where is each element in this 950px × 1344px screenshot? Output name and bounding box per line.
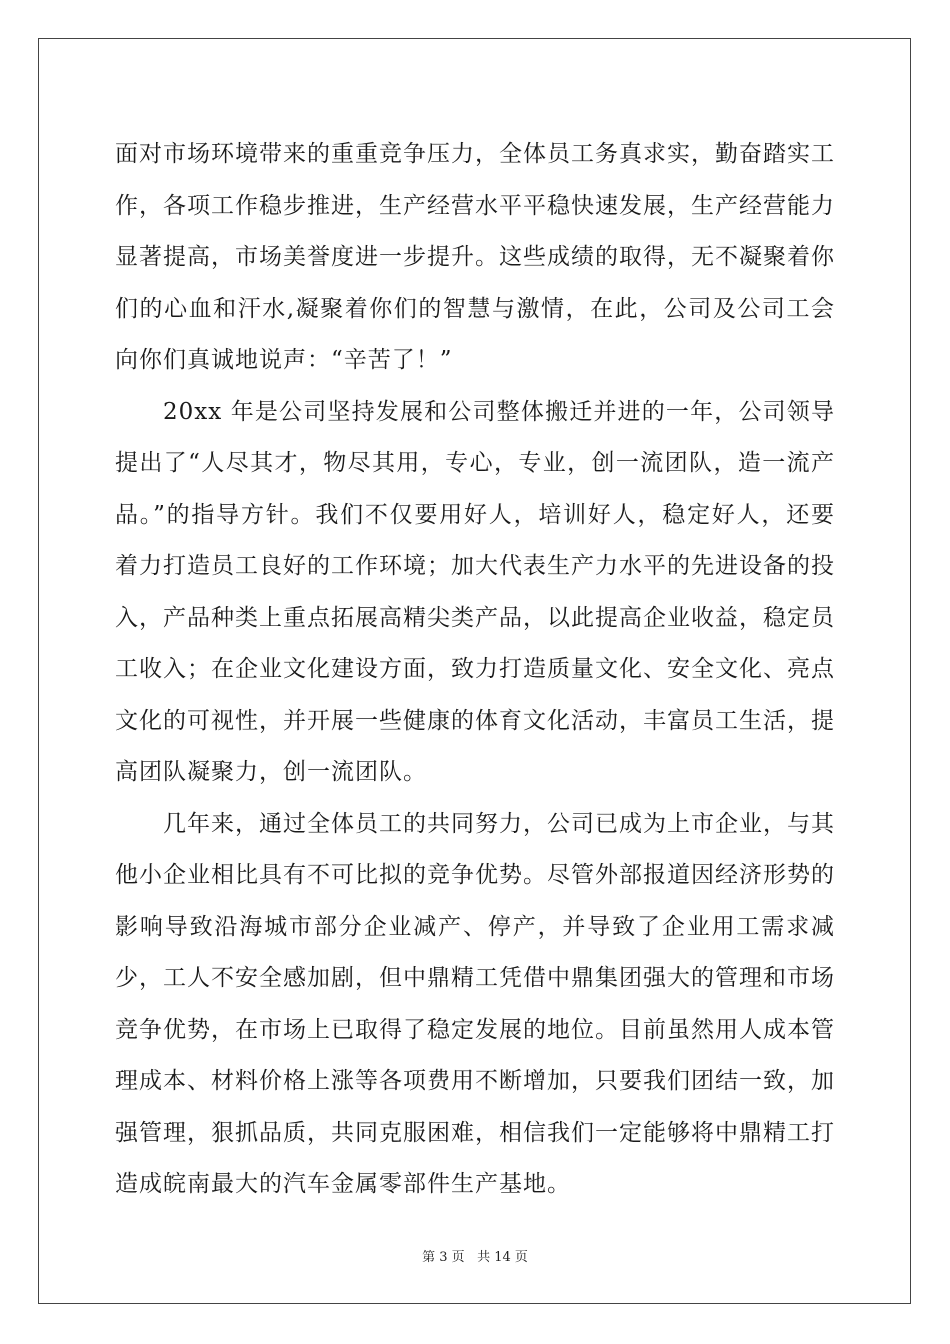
paragraph-1: 面对市场环境带来的重重竞争压力，全体员工务真求实，勤奋踏实工作，各项工作稳步推进，生产经营水平平稳快速发展，生产经营能力显著提高，市场美誉度进一步提升。这些成绩的取得，无不凝聚着你们的心血和汗水,凝聚着你们的智慧与激情，在此，公司及公司工会向你们真诚地说声：“辛苦了！” (115, 141, 835, 373)
paragraph-3: 几年来，通过全体员工的共同努力，公司已成为上市企业，与其他小企业相比具有不可比拟的竞争优势。尽管外部报道因经济形势的影响导致沿海城市部分企业减产、停产，并导致了企业用工需求减少，工人不安全感加剧，但中鼎精工凭借中鼎集团强大的管理和市场竞争优势，在市场上已取得了稳定发展的地位。目前虽然用人成本管理成本、材料价格上涨等各项费用不断增加，只要我们团结一致，加强管理，狠抓品质，共同克服困难，相信我们一定能够将中鼎精工打造成皖南最大的汽车金属零部件生产基地。 (115, 810, 835, 1197)
page-footer (0, 1246, 950, 1265)
document-body (115, 129, 835, 1211)
paragraph-2: 20xx 年是公司坚持发展和公司整体搬迁并进的一年，公司领导提出了“人尽其才，物尽其用，专心，专业，创一流团队，造一流产品。”的指导方针。我们不仅要用好人，培训好人，稳定好人，还要着力打造员工良好的工作环境；加大代表生产力水平的先进设备的投入，产品种类上重点拓展高精尖类产品，以此提高企业收益，稳定员工收入；在企业文化建设方面，致力打造质量文化、安全文化、亮点文化的可视性，并开展一些健康的体育文化活动，丰富员工生活，提高团队凝聚力，创一流团队。 (115, 398, 835, 785)
page-number: 第 3 页 (422, 1250, 465, 1265)
page-total: 共 14 页 (477, 1250, 528, 1265)
